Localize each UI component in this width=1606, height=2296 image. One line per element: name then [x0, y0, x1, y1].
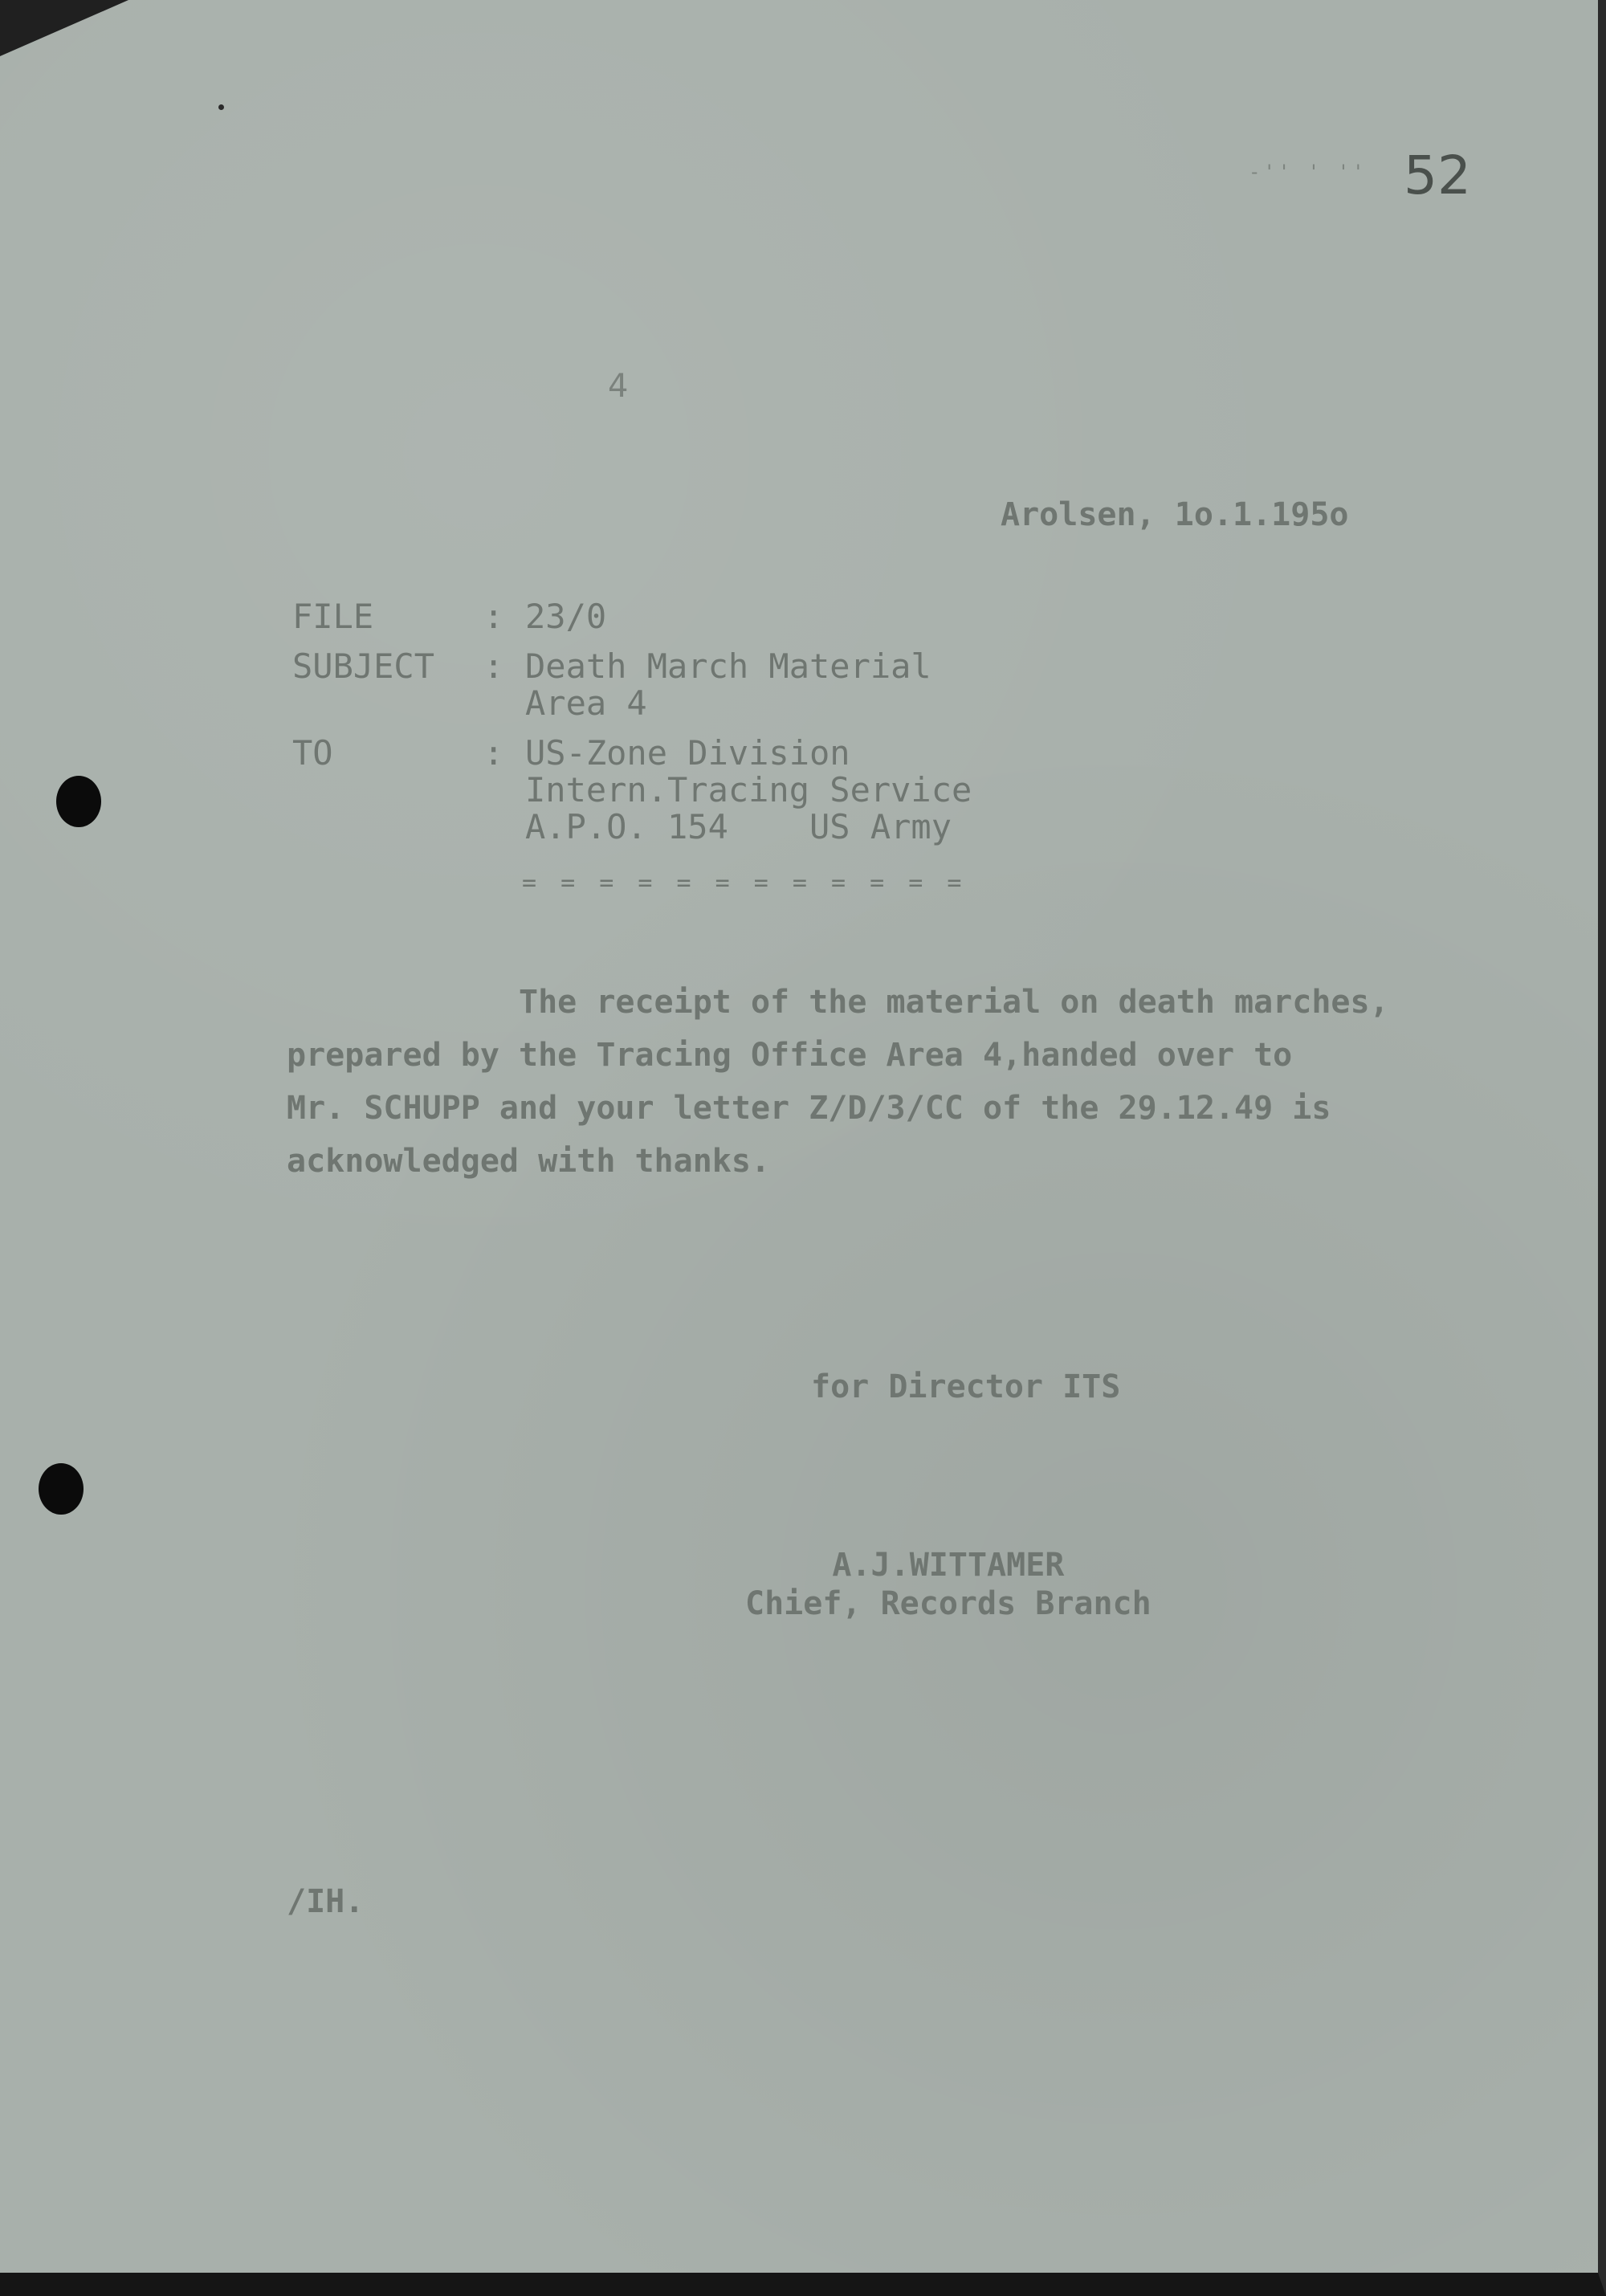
- to-value-line: A.P.O. 154 US Army: [525, 807, 952, 846]
- body-line: The receipt of the material on death marches,: [287, 984, 1389, 1021]
- signatory-title: Chief, Records Branch: [745, 1585, 1152, 1622]
- header-separator: = = = = = = = = = = = =: [522, 869, 967, 897]
- file-value-line: 23/0: [525, 597, 607, 636]
- file-value: [525, 598, 606, 635]
- subject-colon: :: [483, 646, 504, 686]
- ink-speck: [218, 104, 224, 110]
- subject-value: [525, 648, 931, 722]
- signatory-name: A.J.WITTAMER: [832, 1547, 1065, 1584]
- subject-value-line: Area 4: [525, 683, 647, 723]
- body-line: Mr. SCHUPP and your letter Z/D/3/CC of the 29.12.49 is: [287, 1090, 1331, 1127]
- page-number: 52: [1404, 145, 1471, 206]
- to-value-line: US-Zone Division: [525, 733, 850, 773]
- to-colon: :: [483, 733, 504, 773]
- subject-label: SUBJECT: [292, 646, 435, 686]
- to-row: [292, 735, 972, 846]
- letter-body: [287, 976, 1475, 1188]
- file-row: [292, 598, 972, 635]
- punch-hole-bottom: [39, 1463, 84, 1515]
- subject-row: [292, 648, 972, 722]
- faint-stamp-mark: -'' ' '': [1249, 161, 1368, 183]
- copy-number: 4: [608, 368, 629, 405]
- file-colon: :: [483, 597, 504, 636]
- signature-block: [745, 1546, 1152, 1623]
- torn-corner: [0, 0, 128, 56]
- to-value: [525, 735, 972, 846]
- signoff-line: for Director ITS: [811, 1368, 1121, 1405]
- memo-header: [292, 598, 972, 858]
- dateline: Arolsen, 1o.1.195o: [1001, 496, 1349, 533]
- to-label: TO: [292, 733, 333, 773]
- body-line: acknowledged with thanks.: [287, 1143, 771, 1180]
- body-line: prepared by the Tracing Office Area 4,handed over to: [287, 1037, 1293, 1074]
- typist-initials: /IH.: [287, 1883, 365, 1920]
- subject-value-line: Death March Material: [525, 646, 931, 686]
- punch-hole-top: [56, 776, 101, 827]
- to-value-line: Intern.Tracing Service: [525, 770, 972, 810]
- file-label: FILE: [292, 597, 374, 636]
